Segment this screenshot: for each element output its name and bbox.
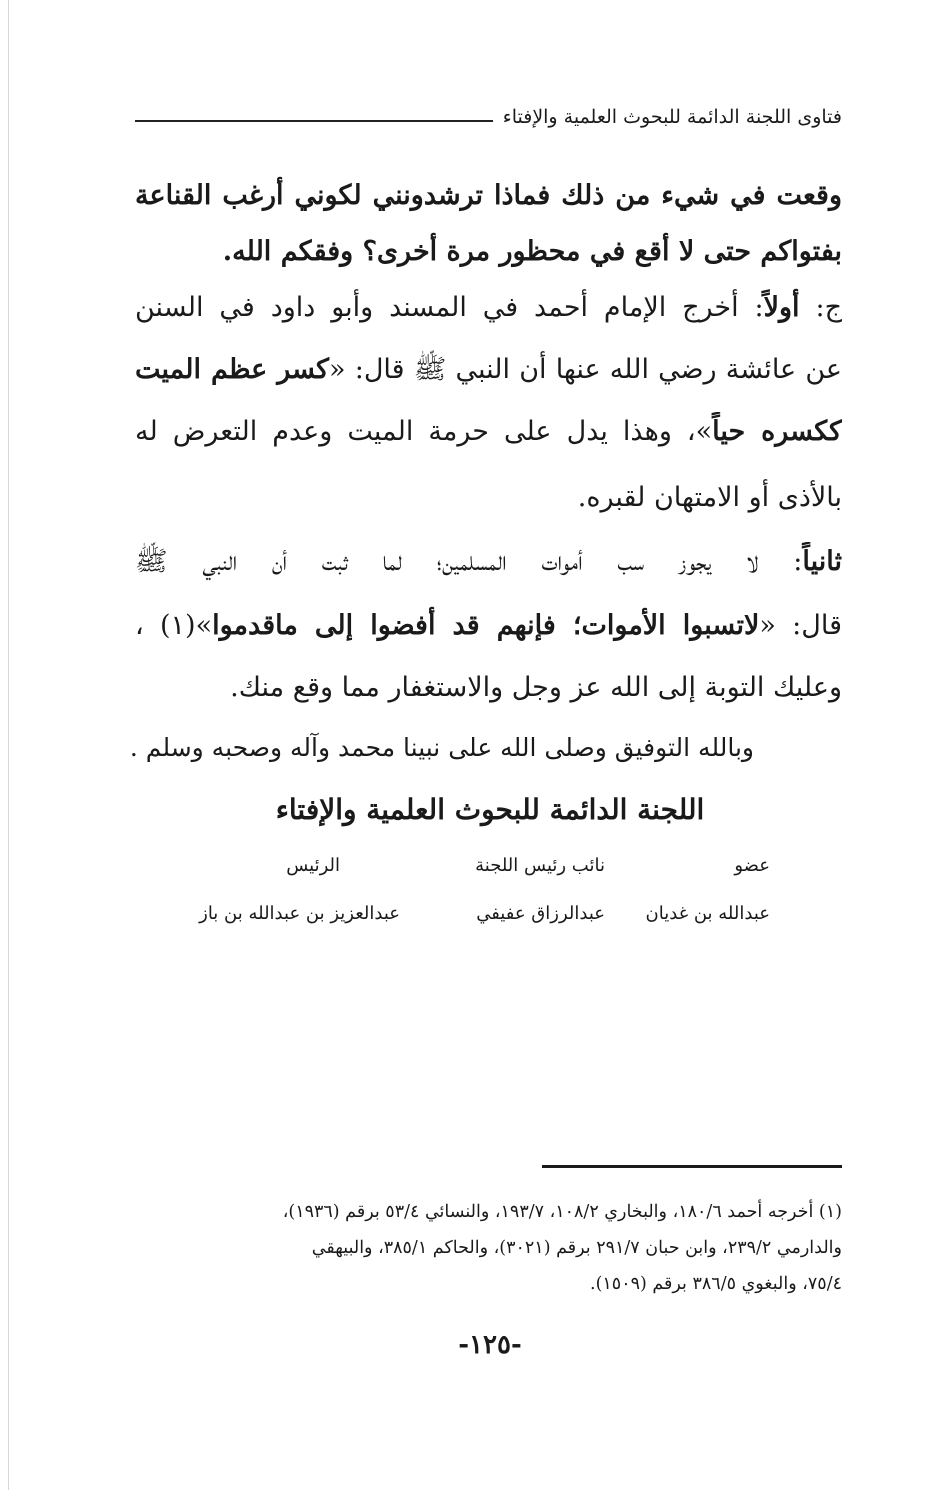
- answer-line-4: بالأذى أو الامتهان لقبره.: [577, 482, 842, 513]
- second-point-label: ثانياً: [802, 546, 842, 577]
- question-line-1: وقعت في شيء من ذلك فماذا ترشدونني لكوني أرغب القناعة: [135, 180, 842, 211]
- second-point-line-1: [135, 542, 842, 582]
- second-point-line-3: وعليك التوبة إلى الله عز وجل والاستغفار مما وقع منك.: [230, 672, 842, 703]
- signatory-member: [646, 852, 770, 928]
- hadith-quote-part-1: كسر عظم الميت: [135, 354, 330, 385]
- signatory-role: نائب رئيس اللجنة: [475, 855, 605, 876]
- signatory-name: عبدالله بن غديان: [645, 903, 770, 924]
- answer-line-3-text: »، وهذا يدل على حرمة الميت وعدم التعرض له: [135, 416, 713, 447]
- answer-prefix: ج:: [799, 292, 842, 323]
- footnote-separator: [542, 1165, 842, 1168]
- question-line-2: بفتواكم حتى لا أقع في محظور مرة أخرى؟ وفقكم الله.: [222, 236, 842, 267]
- signatory-role: عضو: [734, 855, 770, 876]
- second-point-line-1-text: : لا يجوز سب أموات المسلمين؛ لما ثبت أن النبي ﷺ: [135, 546, 803, 577]
- hadith-quote-2: لاتسبوا الأموات؛ فإنهم قد أفضوا إلى ماقدموا: [212, 610, 760, 641]
- footnote-line-2: والدارمي ٢٣٩/٢، وابن حبان ٢٩١/٧ برقم (٣٠٢١)، والحاكم ٣٨٥/١، والبيهقي: [311, 1238, 842, 1258]
- footnote-marker: »(١) ،: [135, 610, 213, 641]
- page-edge-line: [8, 0, 9, 1490]
- footnote-line-3: ٧٥/٤، والبغوي ٣٨٦/٥ برقم (١٥٠٩).: [590, 1274, 842, 1294]
- answer-line-1-text: : أخرج الإمام أحمد في المسند وأبو داود في السنن: [135, 292, 764, 323]
- second-point-line-2-text: قال: «: [759, 610, 842, 641]
- answer-line-1: [135, 288, 842, 328]
- footnote-line-1: (١) أخرجه أحمد ١٨٠/٦، والبخاري ١٠٨/٢، ١٩٣/٧، والنسائي ٥٣/٤ برقم (١٩٣٦)،: [282, 1202, 842, 1222]
- signatory-name: عبدالرزاق عفيفي: [476, 903, 605, 924]
- committee-title: اللجنة الدائمة للبحوث العلمية والإفتاء: [275, 793, 705, 826]
- hadith-quote-part-2: ككسره حياً: [712, 416, 842, 447]
- signatory-chair: [199, 852, 400, 928]
- second-point-line-2: [135, 606, 842, 646]
- answer-line-3: [135, 412, 842, 452]
- page-number: -١٢٥-: [458, 1330, 522, 1360]
- answer-line-2-text: عن عائشة رضي الله عنها أن النبي ﷺ قال: «: [329, 354, 842, 385]
- footnote: [135, 1194, 842, 1302]
- signatory-vice-chair: [475, 852, 605, 928]
- signatory-role: الرئيس: [286, 855, 340, 876]
- closing-formula: وبالله التوفيق وصلى الله على نبينا محمد وآله وصحبه وسلم .: [129, 733, 754, 762]
- header-rule: [135, 120, 493, 122]
- running-header: [135, 106, 842, 128]
- answer-first-label: أولاً: [763, 292, 800, 323]
- signatory-name: عبدالعزيز بن عبدالله بن باز: [199, 903, 400, 924]
- answer-line-2: [135, 350, 842, 390]
- header-title: فتاوى اللجنة الدائمة للبحوث العلمية والإفتاء: [502, 106, 842, 128]
